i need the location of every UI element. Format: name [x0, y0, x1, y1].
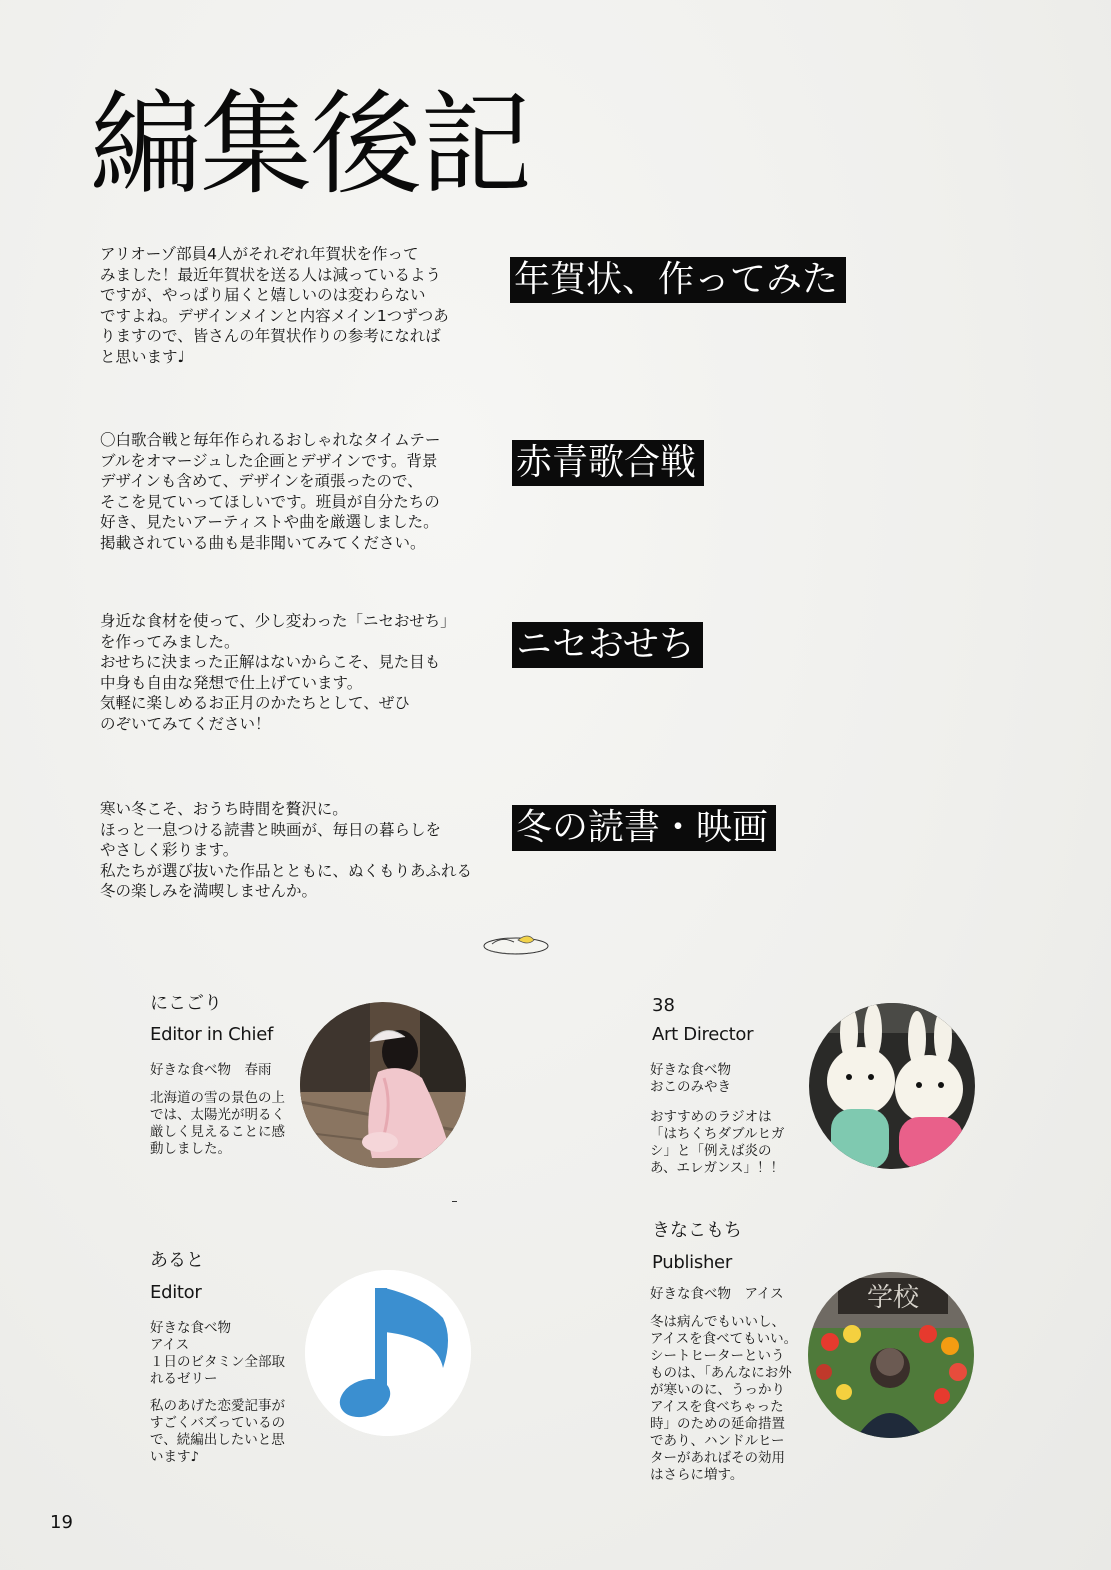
member-role-38: Art Director	[652, 1024, 754, 1045]
section-label-utagassen: 赤青歌合戦	[512, 440, 704, 486]
page-title: 編集後記	[90, 80, 530, 210]
section-text-utagassen: 〇白歌合戦と毎年作られるおしゃれなタイムテー ブルをオマージュした企画とデザインです。背景 デザインも含めて、デザインを頑張ったので、 そこを見ていってほしいです。班員が自分たちの 好き、見たいアーティストや曲を厳選しました。 掲載されている曲も是非聞いてみてください。	[100, 431, 441, 552]
section-label-niseosechi: ニセおせち	[512, 622, 703, 668]
separator-mark	[452, 1201, 457, 1202]
member-food-38: 好きな食べ物 おこのみやき	[650, 1062, 731, 1095]
avatar-38	[809, 1003, 975, 1169]
member-food-kinakomochi: 好きな食べ物 アイス	[650, 1286, 784, 1302]
member-role-nikogori: Editor in Chief	[150, 1024, 274, 1045]
member-name-nikogori: にこごり	[150, 993, 222, 1014]
member-name-aruto: あると	[150, 1250, 204, 1271]
member-comment-kinakomochi: 冬は病んでもいいし、 アイスを食べてもいい。 シートヒーターという ものは、「あんなにお外 が寒いのに、うっかり アイスを食べちゃった 時」のための延命措置 であり、ハンドルヒー ターがあればその効用 はさらに増す。	[650, 1314, 798, 1483]
member-role-kinakomochi: Publisher	[652, 1252, 732, 1273]
member-name-kinakomochi: きなこもち	[652, 1220, 742, 1241]
member-comment-38: おすすめのラジオは 「はちくちダブルヒガ シ」と「例えば炎の あ、エレガンス」！！	[650, 1109, 785, 1176]
member-food-nikogori: 好きな食べ物 春雨	[150, 1062, 272, 1078]
section-label-nengajo: 年賀状、作ってみた	[510, 257, 846, 303]
member-comment-aruto: 私のあげた恋愛記事が すごくバズっているの で、続編出したいと思 います♪	[150, 1398, 286, 1465]
section-text-nengajo: アリオーゾ部員4人がそれぞれ年賀状を作って みました！最近年賀状を送る人は減っているよう ですが、やっぱり届くと嬉しいのは変わらない ですよね。デザインメインと内容メイン1つずつあ りますので、皆さんの年賀状作りの参考になれば と思います♩	[100, 245, 449, 366]
avatar-aruto	[305, 1270, 471, 1436]
member-role-aruto: Editor	[150, 1282, 202, 1303]
member-name-38: 38	[652, 995, 675, 1016]
music-note-icon	[305, 1270, 471, 1436]
section-label-fuyu: 冬の読書・映画	[512, 805, 776, 851]
school-sign-text: 学校	[866, 1283, 920, 1313]
section-text-niseosechi: 身近な食材を使って、少し変わった「ニセおせち」 を作ってみました。 おせちに決まった正解はないからこそ、見た目も 中身も自由な発想で仕上げています。 気軽に楽しめるお正月のかたちとして、ぜひ のぞいてみてください！	[100, 612, 456, 733]
member-comment-nikogori: 北海道の雪の景色の上 では、太陽光が明るく 厳しく見えることに感 動しました。	[150, 1090, 285, 1157]
avatar-nikogori	[300, 1002, 466, 1168]
section-text-fuyu: 寒い冬こそ、おうち時間を贅沢に。 ほっと一息つける読書と映画が、毎日の暮らしを やさしく彩ります。 私たちが選び抜いた作品とともに、ぬくもりあふれる 冬の楽しみを満喫しませんか。	[100, 800, 473, 900]
avatar-kinakomochi	[808, 1272, 974, 1438]
banana-doodle-icon	[480, 930, 556, 960]
page-number: 19	[50, 1512, 73, 1533]
member-food-aruto: 好きな食べ物 アイス １日のビタミン全部取 れるゼリー	[150, 1320, 285, 1387]
